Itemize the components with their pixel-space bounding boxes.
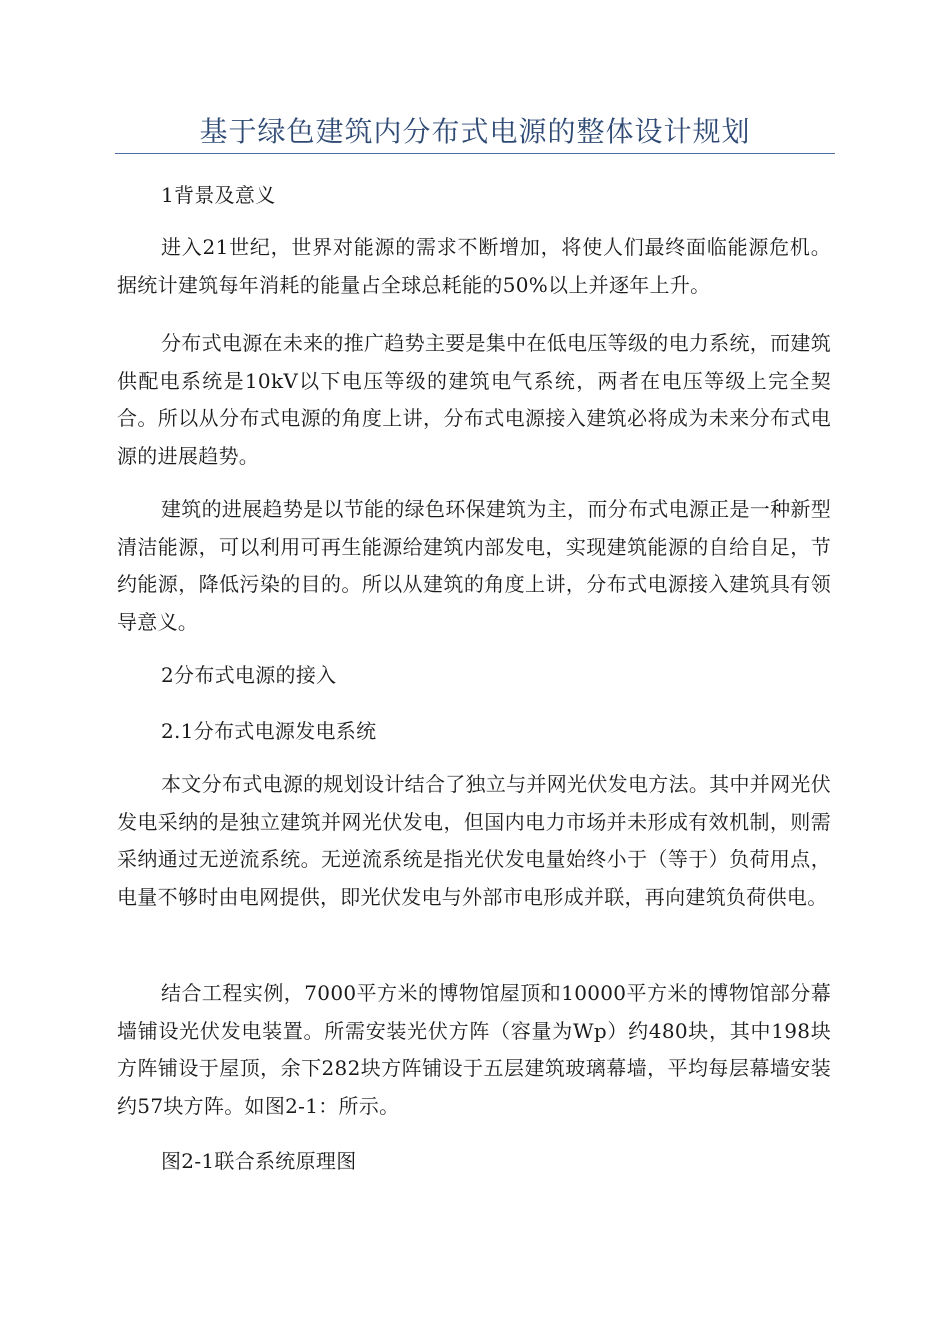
paragraph-distributed-trend: 分布式电源在未来的推广趋势主要是集中在低电压等级的电力系统，而建筑供配电系统是10kV以下电压等级的建筑电气系统，两者在电压等级上完全契合。所以从分布式电源的角度上讲，分布式电源接入建筑必将成为未来分布式电源的进展趋势。 (117, 331, 831, 468)
paragraph-project-example: 结合工程实例，7000平方米的博物馆屋顶和10000平方米的博物馆部分幕墙铺设光伏发电装置。所需安装光伏方阵（容量为Wp）约480块，其中198块方阵铺设于屋顶，余下282块方阵铺设于五层建筑玻璃幕墙，平均每层幕墙安装约57块方阵。如图2-1：所示。 (117, 981, 831, 1118)
paragraph-pv-method: 本文分布式电源的规划设计结合了独立与并网光伏发电方法。其中并网光伏发电采纳的是独立建筑并网光伏发电，但国内电力市场并未形成有效机制，则需采纳通过无逆流系统。无逆流系统是指光伏发电量始终小于（等于）负荷用点，电量不够时由电网提供，即光伏发电与外部市电形成并联，再向建筑负荷供电。 (117, 772, 831, 909)
section-heading-access: 2分布式电源的接入 (161, 663, 337, 687)
paragraph-building-trend: 建筑的进展趋势是以节能的绿色环保建筑为主，而分布式电源正是一种新型清洁能源，可以利用可再生能源给建筑内部发电，实现建筑能源的自给自足，节约能源，降低污染的目的。所以从建筑的角度上讲，分布式电源接入建筑具有领导意义。 (117, 497, 831, 634)
document-title: 基于绿色建筑内分布式电源的整体设计规划 (199, 115, 751, 148)
subsection-heading-generation: 2.1分布式电源发电系统 (161, 719, 377, 743)
section-heading-background: 1背景及意义 (161, 183, 276, 207)
title-underline (115, 153, 835, 154)
paragraph-energy-demand: 进入21世纪，世界对能源的需求不断增加，将使人们最终面临能源危机。据统计建筑每年消耗的能量占全球总耗能的50%以上并逐年上升。 (117, 235, 831, 297)
figure-caption: 图2-1联合系统原理图 (161, 1149, 357, 1173)
